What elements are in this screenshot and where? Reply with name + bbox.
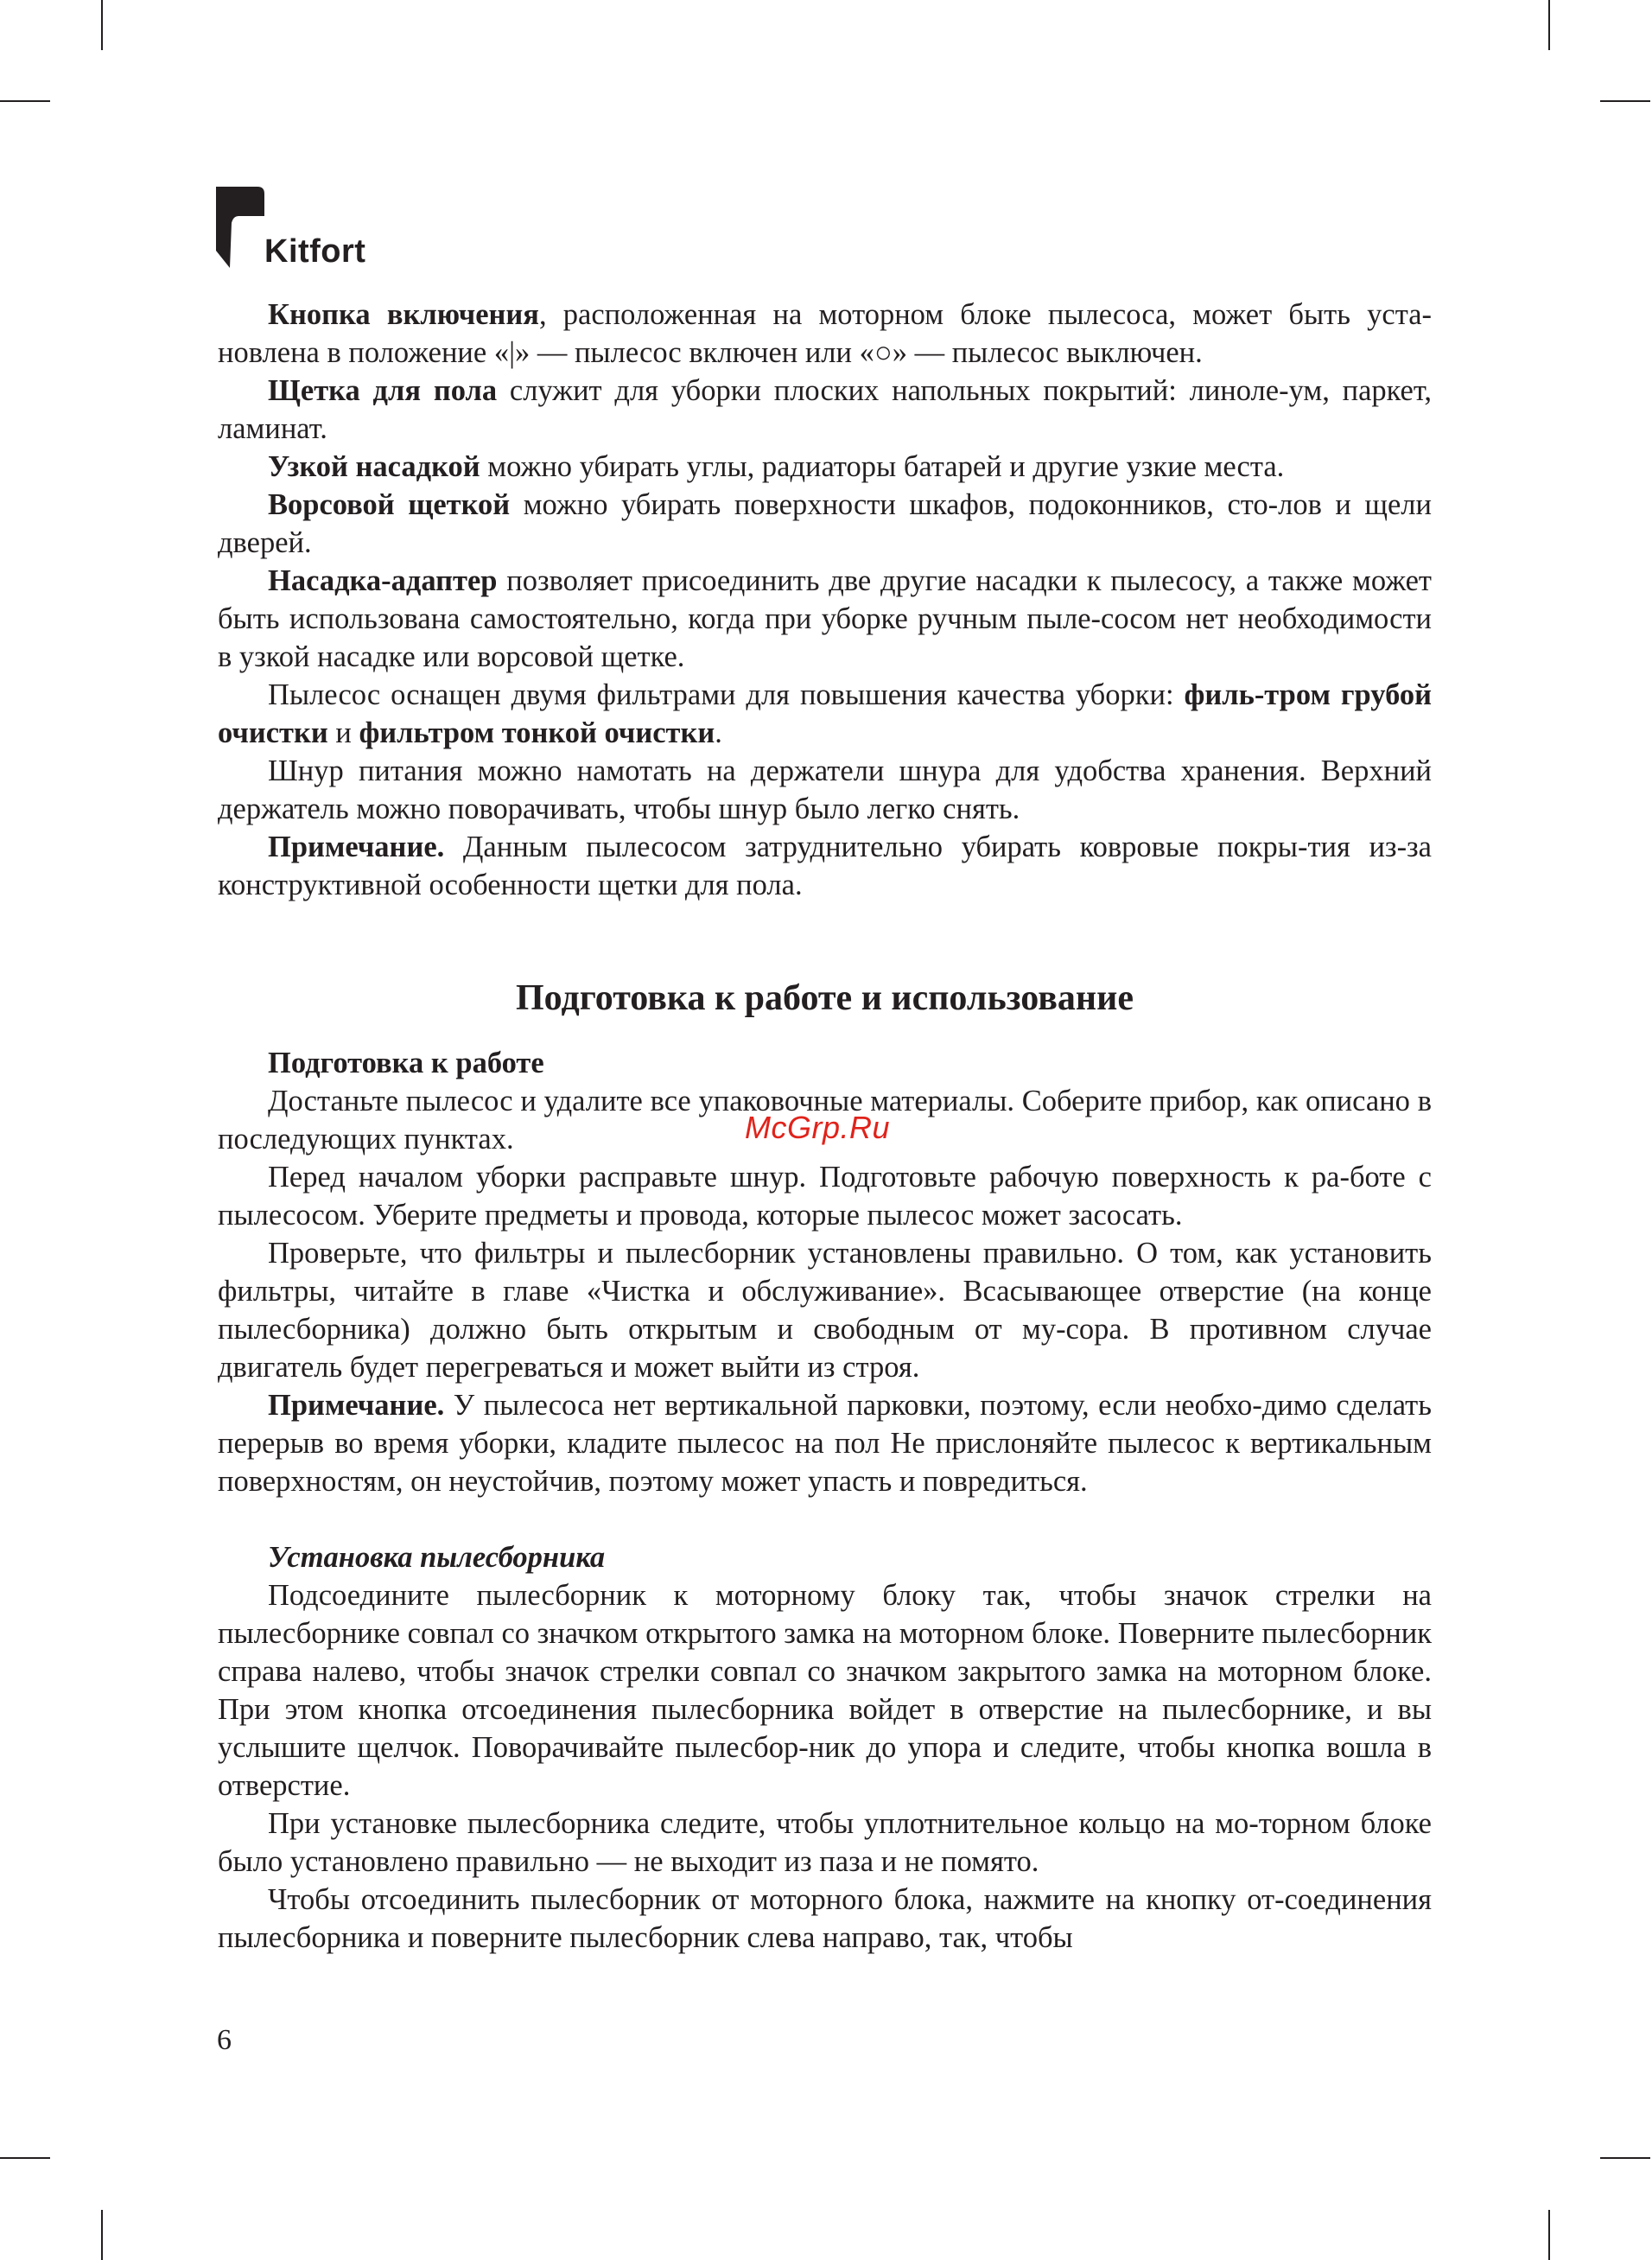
preparation-paragraph (218, 1386, 1432, 1500)
bold-term: Насадка-адаптер (268, 564, 498, 597)
text-run: . (715, 716, 722, 749)
crop-mark-bottom-left (101, 2210, 103, 2260)
text-run: можно убирать поверхности шкафов, подоконников, сто-лов и щели дверей. (218, 488, 1432, 559)
bold-term: фильтром тонкой очистки (359, 716, 715, 749)
bold-term: Примечание. (268, 1389, 445, 1422)
bold-term: Щетка для пола (268, 374, 498, 407)
bold-term: Примечание. (268, 831, 445, 863)
intro-paragraph (218, 676, 1432, 752)
text-run: служит для уборки плоских напольных покрытий: линоле-ум, паркет, ламинат. (218, 374, 1432, 445)
text-run: У пылесоса нет вертикальной парковки, поэтому, если необхо-димо сделать перерыв во время уборки, кладите пылесос на пол Не прислоняйте пылесос к вертикальным поверхностям, он неустойчив, поэтому может упасть и повредиться. (218, 1389, 1432, 1498)
text-run: Проверьте, что фильтры и пылесборник установлены правильно. О том, как установить фильтры, читайте в главе «Чистка и обслуживание». Всасывающее отверстие (на конце пылесборника) должно быть открытым и свободным от му-сора. В противном случае двигатель будет перегреваться и может выйти из строя. (218, 1237, 1432, 1384)
text-run: , расположенная на моторном блоке пылесоса, может быть уста-новлена в положение «|» — пылесос включен или «○» — пылесос выключен. (218, 298, 1433, 369)
crop-mark-right-top (1600, 100, 1650, 102)
bold-term: Кнопка включения (268, 298, 539, 331)
text-run: Достаньте пылесос и удалите все упаковочные материалы. Соберите прибор, как описано в последующих пунктах. (218, 1085, 1432, 1155)
preparation-paragraph (218, 1158, 1432, 1234)
intro-paragraph (218, 296, 1432, 372)
preparation-paragraph (218, 1234, 1432, 1386)
crop-mark-bottom-right (1548, 2210, 1550, 2260)
intro-paragraph (218, 562, 1432, 676)
bold-term: филь-тром грубой очистки (218, 678, 1432, 749)
subsection-title-preparation: Подготовка к работе (268, 1047, 544, 1079)
kitfort-mark-icon (216, 185, 268, 268)
crop-mark-right-bottom (1600, 2157, 1650, 2159)
intro-paragraph (218, 448, 1432, 486)
brand-name: Kitfort (264, 233, 366, 270)
intro-paragraph (218, 752, 1432, 828)
intro-paragraph (218, 372, 1432, 448)
text-run: Данным пылесосом затруднительно убирать ковровые покры-тия из-за конструктивной особенности щетки для пола. (218, 831, 1432, 901)
dustbin-paragraph (218, 1805, 1432, 1881)
intro-paragraphs (218, 296, 1432, 904)
page-number: 6 (217, 2024, 232, 2056)
intro-paragraph (218, 486, 1432, 562)
text-run: можно убирать углы, радиаторы батарей и другие узкие места. (480, 450, 1285, 483)
text-run: Подсоедините пылесборник к моторному блоку так, чтобы значок стрелки на пылесборнике совпал со значком открытого замка на моторном блоке. Поверните пылесборник справа налево, чтобы значок стрелки совпал со значком закрытого замка на моторном блоке. При этом кнопка отсоединения пылесборника войдет в отверстие на пылесборнике, и вы услышите щелчок. Поворачивайте пылесбор-ник до упора и следите, чтобы кнопка вошла в отверстие. (218, 1579, 1432, 1802)
intro-paragraph (218, 828, 1432, 904)
text-run: Пылесос оснащен двумя фильтрами для повышения качества уборки: (268, 678, 1185, 711)
subsection-title-dustbin: Установка пылесборника (268, 1541, 606, 1574)
text-run: При установке пылесборника следите, чтобы уплотнительное кольцо на мо-торном блоке было установлено правильно — не выходит из паза и не помято. (218, 1807, 1432, 1878)
crop-mark-left-bottom (0, 2157, 50, 2159)
text-run: Перед началом уборки расправьте шнур. Подготовьте рабочую поверхность к ра-боте с пылесосом. Уберите предметы и провода, которые пылесос может засосать. (218, 1161, 1432, 1232)
text-run: Шнур питания можно намотать на держатели шнура для удобства хранения. Верхний держатель можно поворачивать, чтобы шнур было легко снять. (218, 754, 1432, 825)
crop-mark-top-left (101, 0, 103, 50)
bold-term: Ворсовой щеткой (268, 488, 511, 521)
text-run: позволяет присоединить две другие насадки к пылесосу, а также может быть использована самостоятельно, когда при уборке ручным пыле-сосом нет необходимости в узкой насадке или ворсовой щетке. (218, 564, 1432, 673)
text-run: Чтобы отсоединить пылесборник от моторного блока, нажмите на кнопку от-соединения пылесборника и поверните пылесборник слева направо, так, чтобы (218, 1883, 1432, 1954)
dustbin-paragraph (218, 1881, 1432, 1957)
crop-mark-top-right (1548, 0, 1550, 50)
text-run: и (327, 716, 359, 749)
watermark: McGrp.Ru (745, 1110, 891, 1145)
crop-mark-left-top (0, 100, 50, 102)
dustbin-paragraph (218, 1576, 1432, 1805)
dustbin-paragraphs (218, 1576, 1432, 1957)
section-title: Подготовка к работе и использование (516, 978, 1134, 1018)
bold-term: Узкой насадкой (268, 450, 480, 483)
